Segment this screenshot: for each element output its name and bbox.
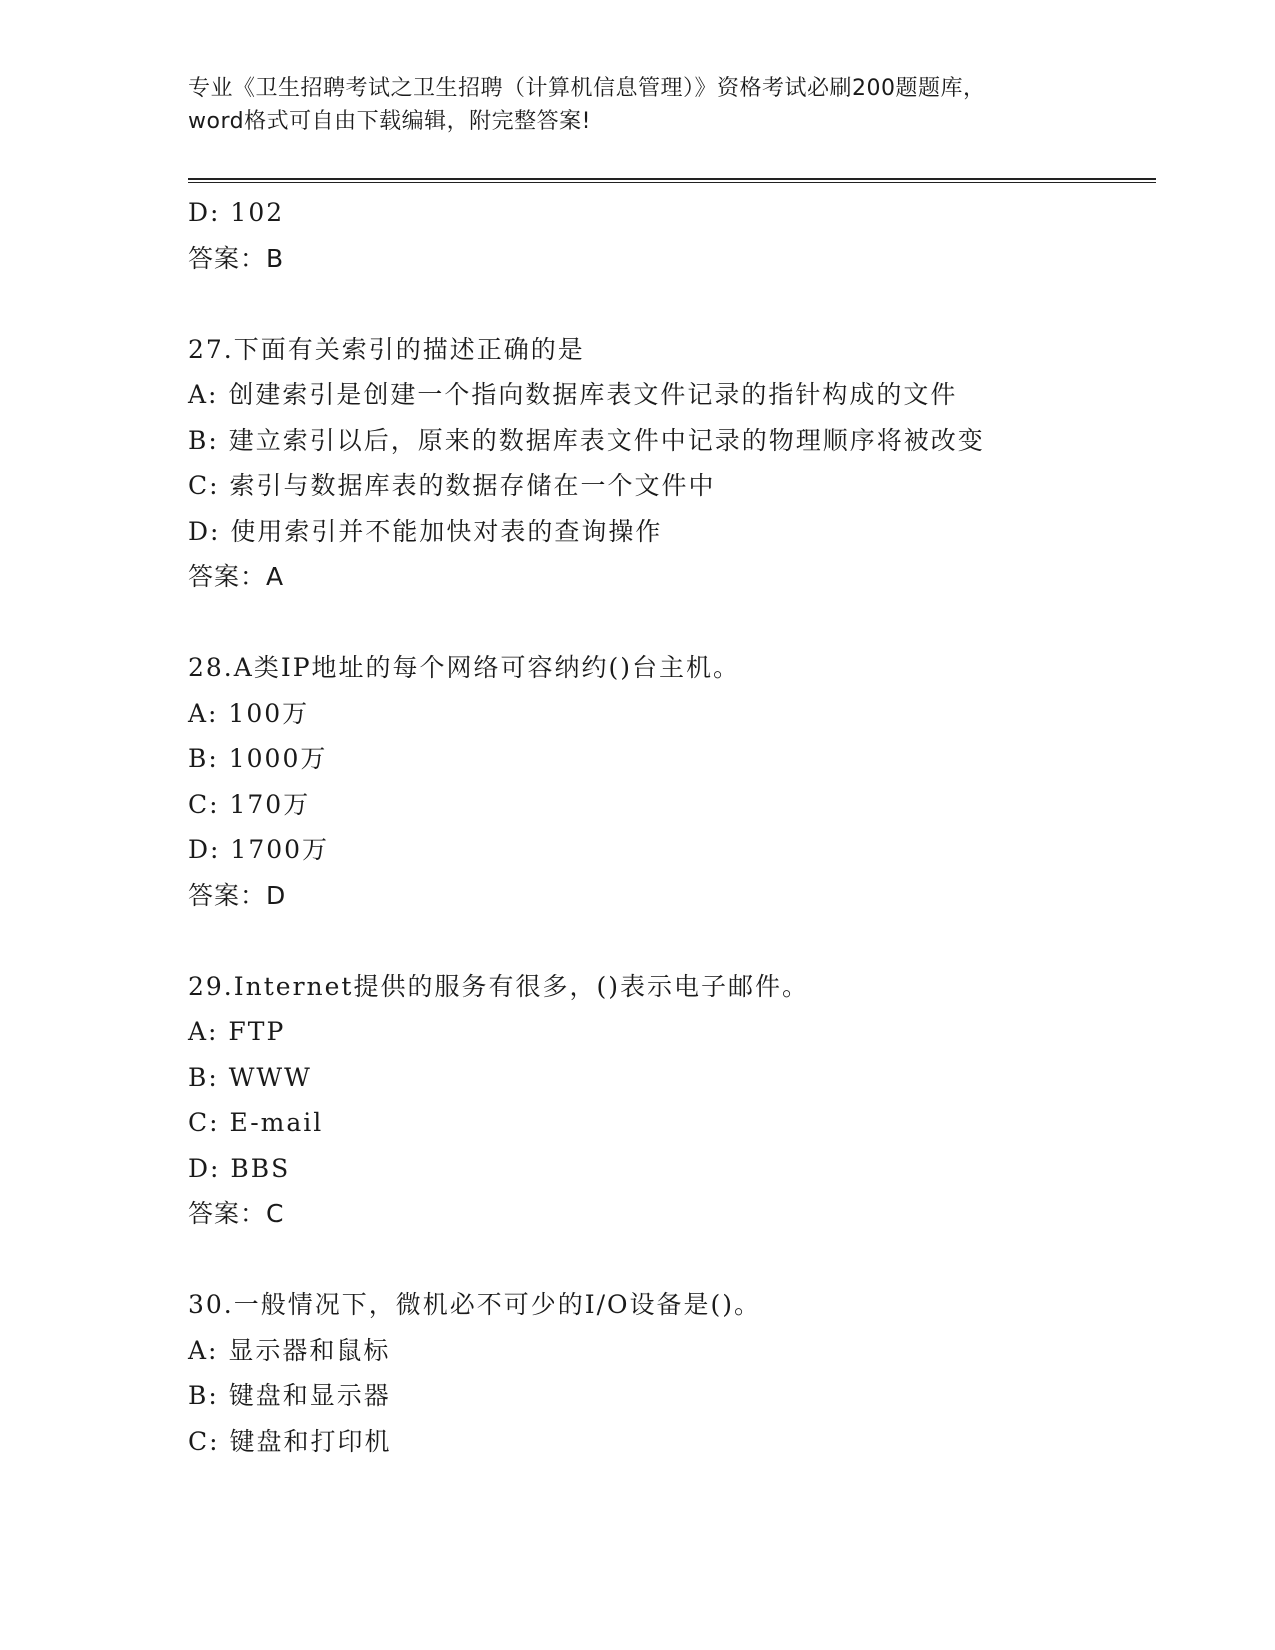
spacer	[188, 1237, 1148, 1283]
question-stem: 27.下面有关索引的描述正确的是	[188, 334, 585, 364]
option-c: C: 键盘和打印机	[188, 1426, 392, 1456]
question-stem: 29.Internet提供的服务有很多，()表示电子邮件。	[188, 971, 809, 1001]
option-c: C: 170万	[188, 789, 311, 819]
header-title-line-2: word格式可自由下载编辑，附完整答案!	[188, 109, 591, 134]
spacer	[188, 281, 1148, 327]
option-d: D: 102	[188, 198, 285, 227]
option-b: B: 键盘和显示器	[188, 1381, 391, 1410]
question-stem: 28.A类IP地址的每个网络可容纳约()台主机。	[188, 653, 741, 682]
page-header	[188, 72, 1088, 138]
header-divider-thin	[188, 182, 1156, 183]
spacer	[188, 600, 1148, 646]
option-d: D: 1700万	[188, 835, 330, 864]
spacer	[188, 918, 1148, 964]
question-30	[188, 1282, 1148, 1464]
option-c: C: E-mail	[188, 1108, 324, 1137]
option-a: A: 100万	[188, 698, 310, 728]
option-b: B: 建立索引以后，原来的数据库表文件中记录的物理顺序将被改变	[188, 425, 985, 455]
answer-label: 答案：D	[188, 880, 287, 910]
option-d: D: 使用索引并不能加快对表的查询操作	[188, 516, 663, 546]
answer-label: 答案：A	[188, 562, 285, 591]
question-29	[188, 964, 1148, 1237]
answer-label: 答案：C	[188, 1199, 285, 1228]
option-a: A: 创建索引是创建一个指向数据库表文件记录的指针构成的文件	[188, 380, 958, 409]
option-c: C: 索引与数据库表的数据存储在一个文件中	[188, 471, 716, 500]
question-28	[188, 645, 1148, 918]
option-d: D: BBS	[188, 1153, 291, 1183]
option-a: A: FTP	[188, 1017, 286, 1046]
option-b: B: WWW	[188, 1062, 312, 1092]
question-list	[188, 190, 1148, 1464]
header-title-line-1: 专业《卫生招聘考试之卫生招聘（计算机信息管理）》资格考试必刷200题题库，	[188, 76, 986, 101]
question-27	[188, 327, 1148, 600]
option-b: B: 1000万	[188, 744, 328, 773]
option-a: A: 显示器和鼠标	[188, 1335, 391, 1365]
header-divider-thick	[188, 178, 1156, 180]
question-stem: 30.一般情况下，微机必不可少的I/O设备是()。	[188, 1290, 762, 1319]
question-26-continued	[188, 190, 1148, 281]
answer-label: 答案：B	[188, 243, 285, 273]
